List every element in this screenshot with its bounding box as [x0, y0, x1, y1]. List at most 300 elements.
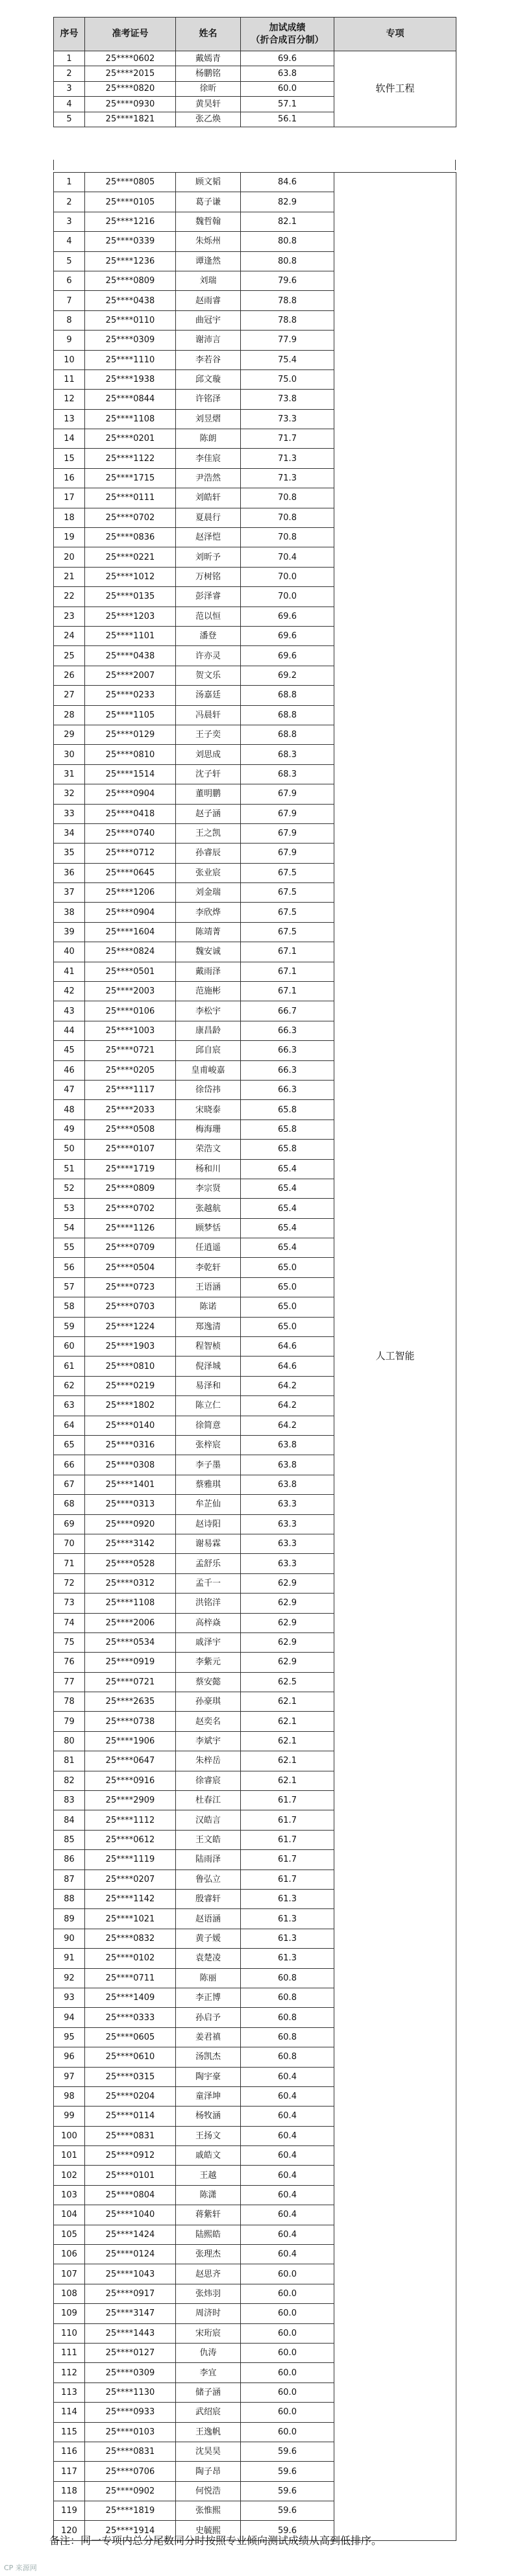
- row-name: 武绍宸: [176, 2403, 241, 2422]
- row-idx: 20: [54, 547, 85, 567]
- row-exam-id: 25****0221: [85, 547, 176, 567]
- header-score-line1: 加试成绩: [269, 23, 306, 34]
- row-idx: 79: [54, 1712, 85, 1731]
- row-exam-id: 25****1715: [85, 468, 176, 488]
- row-name: 戴嫣青: [176, 51, 241, 66]
- row-exam-id: 25****1424: [85, 2225, 176, 2244]
- row-score: 61.7: [241, 1791, 334, 1810]
- row-name: 潘登: [176, 626, 241, 645]
- row-score: 60.0: [241, 2264, 334, 2284]
- row-name: 周济时: [176, 2304, 241, 2323]
- row-score: 63.8: [241, 1475, 334, 1494]
- row-score: 84.6: [241, 173, 334, 192]
- row-exam-id: 25****3142: [85, 1534, 176, 1553]
- row-score: 70.8: [241, 508, 334, 527]
- row-name: 邱自宸: [176, 1041, 241, 1060]
- row-name: 蒋紫轩: [176, 2205, 241, 2225]
- row-score: 65.4: [241, 1218, 334, 1238]
- row-name: 徐简意: [176, 1416, 241, 1435]
- major-cell: 软件工程: [334, 51, 456, 127]
- row-idx: 29: [54, 725, 85, 744]
- row-idx: 103: [54, 2185, 85, 2205]
- row-idx: 70: [54, 1534, 85, 1553]
- row-exam-id: 25****0110: [85, 310, 176, 330]
- row-exam-id: 25****0645: [85, 863, 176, 882]
- row-name: 陈丽: [176, 1968, 241, 1988]
- row-name: 赵泽恺: [176, 528, 241, 547]
- row-name: 陆雨泽: [176, 1850, 241, 1869]
- row-name: 史毓熙: [176, 2521, 241, 2540]
- row-idx: 110: [54, 2323, 85, 2343]
- row-exam-id: 25****0820: [85, 81, 176, 96]
- row-score: 60.4: [241, 2107, 334, 2126]
- row-name: 彭泽睿: [176, 587, 241, 606]
- row-exam-id: 25****0534: [85, 1632, 176, 1652]
- row-exam-id: 25****2007: [85, 666, 176, 685]
- row-score: 63.3: [241, 1554, 334, 1573]
- row-name: 戴雨泽: [176, 962, 241, 981]
- row-name: 刘昱熠: [176, 409, 241, 429]
- row-exam-id: 25****1514: [85, 764, 176, 784]
- row-name: 陶宇豪: [176, 2067, 241, 2086]
- row-name: 郑逸清: [176, 1317, 241, 1336]
- row-name: 王之凯: [176, 823, 241, 843]
- row-name: 汉皓言: [176, 1810, 241, 1830]
- row-exam-id: 25****0930: [85, 97, 176, 112]
- row-idx: 34: [54, 823, 85, 843]
- row-exam-id: 25****1604: [85, 922, 176, 942]
- row-name: 宋珩宸: [176, 2323, 241, 2343]
- row-name: 葛子谦: [176, 192, 241, 212]
- group-separator: [53, 160, 456, 170]
- row-score: 60.0: [241, 2304, 334, 2323]
- row-name: 张炜羽: [176, 2284, 241, 2303]
- row-name: 康昌龄: [176, 1021, 241, 1040]
- row-exam-id: 25****1108: [85, 1594, 176, 1613]
- row-idx: 12: [54, 390, 85, 409]
- row-name: 赵诗阳: [176, 1514, 241, 1534]
- row-score: 69.2: [241, 666, 334, 685]
- row-name: 董明鹏: [176, 784, 241, 804]
- table-row: [54, 173, 456, 192]
- row-idx: 92: [54, 1968, 85, 1988]
- row-score: 80.8: [241, 232, 334, 251]
- row-score: 73.8: [241, 390, 334, 409]
- row-idx: 117: [54, 2462, 85, 2481]
- row-name: 杨鹏铭: [176, 66, 241, 81]
- row-idx: 78: [54, 1692, 85, 1712]
- row-idx: 6: [54, 271, 85, 290]
- row-idx: 47: [54, 1080, 85, 1099]
- row-idx: 7: [54, 291, 85, 310]
- row-idx: 118: [54, 2481, 85, 2501]
- row-idx: 77: [54, 1672, 85, 1692]
- row-idx: 28: [54, 705, 85, 725]
- row-idx: 107: [54, 2264, 85, 2284]
- row-idx: 82: [54, 1771, 85, 1790]
- row-idx: 45: [54, 1041, 85, 1060]
- row-exam-id: 25****0105: [85, 192, 176, 212]
- row-score: 60.4: [241, 2086, 334, 2106]
- row-idx: 56: [54, 1258, 85, 1277]
- row-name: 李正博: [176, 1988, 241, 2007]
- row-score: 66.3: [241, 1060, 334, 1080]
- row-score: 78.8: [241, 310, 334, 330]
- row-exam-id: 25****1040: [85, 2205, 176, 2225]
- row-score: 62.1: [241, 1751, 334, 1771]
- row-score: 61.3: [241, 1929, 334, 1948]
- row-score: 67.1: [241, 942, 334, 962]
- row-exam-id: 25****2909: [85, 1791, 176, 1810]
- row-name: 程智桢: [176, 1337, 241, 1357]
- header-score-line2: （折合成百分制）: [251, 34, 324, 45]
- row-name: 鲁弘立: [176, 1869, 241, 1889]
- row-name: 谭逢然: [176, 251, 241, 271]
- row-name: 朱烁州: [176, 232, 241, 251]
- row-score: 68.8: [241, 725, 334, 744]
- row-name: 戚泽宇: [176, 1632, 241, 1652]
- row-score: 60.8: [241, 2008, 334, 2027]
- row-score: 61.7: [241, 1830, 334, 1849]
- row-score: 60.0: [241, 2422, 334, 2442]
- row-exam-id: 25****0916: [85, 1771, 176, 1790]
- row-idx: 75: [54, 1632, 85, 1652]
- row-score: 65.8: [241, 1140, 334, 1159]
- row-idx: 48: [54, 1100, 85, 1119]
- row-exam-id: 25****0738: [85, 1712, 176, 1731]
- row-idx: 71: [54, 1554, 85, 1573]
- row-exam-id: 25****0805: [85, 173, 176, 192]
- row-exam-id: 25****0102: [85, 1949, 176, 1968]
- row-idx: 61: [54, 1357, 85, 1376]
- row-score: 56.1: [241, 112, 334, 127]
- row-score: 82.9: [241, 192, 334, 212]
- row-exam-id: 25****1938: [85, 369, 176, 389]
- row-exam-id: 25****0316: [85, 1436, 176, 1455]
- row-exam-id: 25****1443: [85, 2323, 176, 2343]
- row-exam-id: 25****2033: [85, 1100, 176, 1119]
- row-exam-id: 25****1142: [85, 1889, 176, 1908]
- row-exam-id: 25****0309: [85, 331, 176, 350]
- row-exam-id: 25****0103: [85, 2422, 176, 2442]
- header-major: 专项: [334, 18, 456, 51]
- row-exam-id: 25****0809: [85, 1179, 176, 1198]
- row-score: 60.4: [241, 2205, 334, 2225]
- group1-body: [54, 51, 456, 127]
- row-idx: 54: [54, 1218, 85, 1238]
- row-score: 67.9: [241, 784, 334, 804]
- row-exam-id: 25****1126: [85, 1218, 176, 1238]
- row-score: 60.8: [241, 2047, 334, 2067]
- row-idx: 16: [54, 468, 85, 488]
- row-idx: 21: [54, 567, 85, 586]
- row-name: 皇甫峻嘉: [176, 1060, 241, 1080]
- row-exam-id: 25****0919: [85, 1653, 176, 1672]
- row-name: 张惟熙: [176, 2501, 241, 2521]
- row-exam-id: 25****0740: [85, 823, 176, 843]
- row-idx: 120: [54, 2521, 85, 2540]
- row-name: 谢沛言: [176, 331, 241, 350]
- row-exam-id: 25****0219: [85, 1376, 176, 1395]
- row-score: 60.4: [241, 2245, 334, 2264]
- row-score: 77.9: [241, 331, 334, 350]
- row-exam-id: 25****1821: [85, 112, 176, 127]
- row-exam-id: 25****0824: [85, 942, 176, 962]
- row-idx: 99: [54, 2107, 85, 2126]
- row-score: 62.1: [241, 1712, 334, 1731]
- row-idx: 26: [54, 666, 85, 685]
- row-name: 黄子媛: [176, 1929, 241, 1948]
- row-name: 王越: [176, 2166, 241, 2185]
- row-name: 李宗贤: [176, 1179, 241, 1198]
- row-score: 68.8: [241, 705, 334, 725]
- row-name: 夏晨行: [176, 508, 241, 527]
- row-name: 易泽和: [176, 1376, 241, 1395]
- row-name: 陈立仁: [176, 1396, 241, 1416]
- row-name: 王子奕: [176, 725, 241, 744]
- row-name: 王文皓: [176, 1830, 241, 1849]
- header-idx: 序号: [54, 18, 85, 51]
- row-name: 徐昕: [176, 81, 241, 96]
- row-score: 65.8: [241, 1119, 334, 1139]
- row-exam-id: 25****0438: [85, 291, 176, 310]
- row-idx: 65: [54, 1436, 85, 1455]
- row-score: 70.8: [241, 528, 334, 547]
- row-score: 63.3: [241, 1514, 334, 1534]
- row-exam-id: 25****2635: [85, 1692, 176, 1712]
- row-exam-id: 25****0831: [85, 2126, 176, 2145]
- row-exam-id: 25****2003: [85, 982, 176, 1001]
- row-idx: 40: [54, 942, 85, 962]
- row-score: 63.3: [241, 1534, 334, 1553]
- row-score: 67.9: [241, 823, 334, 843]
- row-name: 戚皓文: [176, 2146, 241, 2166]
- row-exam-id: 25****1122: [85, 449, 176, 468]
- row-idx: 114: [54, 2403, 85, 2422]
- row-name: 曲冠宇: [176, 310, 241, 330]
- row-idx: 39: [54, 922, 85, 942]
- row-exam-id: 25****0315: [85, 2067, 176, 2086]
- row-score: 71.3: [241, 449, 334, 468]
- row-exam-id: 25****0917: [85, 2284, 176, 2303]
- row-exam-id: 25****0709: [85, 1238, 176, 1258]
- row-exam-id: 25****0418: [85, 804, 176, 823]
- row-name: 牟芷仙: [176, 1495, 241, 1514]
- group2-body: [54, 173, 456, 2541]
- row-name: 沈昊昊: [176, 2442, 241, 2461]
- row-score: 62.9: [241, 1594, 334, 1613]
- row-idx: 23: [54, 606, 85, 626]
- row-name: 何悦浩: [176, 2481, 241, 2501]
- row-idx: 62: [54, 1376, 85, 1395]
- row-exam-id: 25****1409: [85, 1988, 176, 2007]
- row-name: 任逍遥: [176, 1238, 241, 1258]
- row-score: 61.7: [241, 1850, 334, 1869]
- row-score: 62.5: [241, 1672, 334, 1692]
- row-score: 60.4: [241, 2067, 334, 2086]
- row-exam-id: 25****0612: [85, 1830, 176, 1849]
- row-name: 陈朗: [176, 429, 241, 449]
- row-name: 徐岱祎: [176, 1080, 241, 1099]
- row-exam-id: 25****1236: [85, 251, 176, 271]
- row-idx: 9: [54, 331, 85, 350]
- row-idx: 119: [54, 2501, 85, 2521]
- row-exam-id: 25****1224: [85, 1317, 176, 1336]
- row-score: 63.3: [241, 1495, 334, 1514]
- row-idx: 52: [54, 1179, 85, 1198]
- row-idx: 108: [54, 2284, 85, 2303]
- row-exam-id: 25****0810: [85, 1357, 176, 1376]
- row-idx: 94: [54, 2008, 85, 2027]
- row-exam-id: 25****0101: [85, 2166, 176, 2185]
- footnote: 备注：同一专项内总分尾数同分时按照专业倾向测试成绩从高到低排序。: [49, 2534, 382, 2547]
- row-score: 60.0: [241, 2403, 334, 2422]
- row-idx: 15: [54, 449, 85, 468]
- row-score: 65.4: [241, 1159, 334, 1179]
- row-name: 李欣烨: [176, 903, 241, 922]
- row-name: 孙豪琪: [176, 1692, 241, 1712]
- row-exam-id: 25****3147: [85, 2304, 176, 2323]
- row-name: 刘思成: [176, 745, 241, 764]
- row-name: 刘昕予: [176, 547, 241, 567]
- table-software-engineering: [53, 17, 456, 127]
- row-score: 80.8: [241, 251, 334, 271]
- row-exam-id: 25****0106: [85, 1001, 176, 1021]
- row-name: 李若谷: [176, 350, 241, 369]
- row-exam-id: 25****2015: [85, 66, 176, 81]
- row-idx: 17: [54, 488, 85, 508]
- row-name: 蔡安懿: [176, 1672, 241, 1692]
- row-score: 69.6: [241, 606, 334, 626]
- row-idx: 41: [54, 962, 85, 981]
- row-idx: 44: [54, 1021, 85, 1040]
- row-idx: 97: [54, 2067, 85, 2086]
- row-name: 尹浩然: [176, 468, 241, 488]
- row-score: 64.2: [241, 1376, 334, 1395]
- row-score: 60.4: [241, 2126, 334, 2145]
- row-exam-id: 25****1101: [85, 626, 176, 645]
- row-score: 61.3: [241, 1949, 334, 1968]
- row-idx: 4: [54, 232, 85, 251]
- row-exam-id: 25****0831: [85, 2442, 176, 2461]
- row-exam-id: 25****0114: [85, 2107, 176, 2126]
- table-artificial-intelligence: [53, 172, 456, 2541]
- row-exam-id: 25****0602: [85, 51, 176, 66]
- header-id: 准考证号: [85, 18, 176, 51]
- row-score: 61.3: [241, 1909, 334, 1929]
- row-score: 65.4: [241, 1238, 334, 1258]
- row-idx: 69: [54, 1514, 85, 1534]
- row-name: 蔡雅琪: [176, 1475, 241, 1494]
- row-idx: 67: [54, 1475, 85, 1494]
- row-idx: 60: [54, 1337, 85, 1357]
- row-idx: 10: [54, 350, 85, 369]
- row-idx: 58: [54, 1297, 85, 1317]
- row-idx: 57: [54, 1277, 85, 1297]
- row-idx: 86: [54, 1850, 85, 1869]
- row-idx: 116: [54, 2442, 85, 2461]
- row-idx: 112: [54, 2363, 85, 2382]
- row-name: 李紫元: [176, 1653, 241, 1672]
- row-idx: 81: [54, 1751, 85, 1771]
- row-name: 李斌宇: [176, 1731, 241, 1751]
- row-score: 65.0: [241, 1277, 334, 1297]
- row-exam-id: 25****1203: [85, 606, 176, 626]
- row-idx: 95: [54, 2027, 85, 2047]
- row-score: 60.0: [241, 81, 334, 96]
- row-exam-id: 25****0810: [85, 745, 176, 764]
- row-name: 邱文璇: [176, 369, 241, 389]
- row-score: 68.8: [241, 686, 334, 705]
- row-idx: 3: [54, 212, 85, 231]
- row-exam-id: 25****0605: [85, 2027, 176, 2047]
- row-name: 王逸帆: [176, 2422, 241, 2442]
- row-score: 60.8: [241, 1988, 334, 2007]
- row-name: 杨和川: [176, 1159, 241, 1179]
- row-score: 70.0: [241, 587, 334, 606]
- row-name: 杨牧涵: [176, 2107, 241, 2126]
- row-exam-id: 25****0201: [85, 429, 176, 449]
- header-name: 姓名: [176, 18, 241, 51]
- row-name: 陈诺: [176, 1297, 241, 1317]
- row-idx: 37: [54, 883, 85, 903]
- row-name: 梅海珊: [176, 1119, 241, 1139]
- row-idx: 59: [54, 1317, 85, 1336]
- row-exam-id: 25****1802: [85, 1396, 176, 1416]
- row-exam-id: 25****0703: [85, 1297, 176, 1317]
- row-score: 62.9: [241, 1613, 334, 1632]
- row-name: 刘瑞: [176, 271, 241, 290]
- row-exam-id: 25****0129: [85, 725, 176, 744]
- row-name: 汤凯杰: [176, 2047, 241, 2067]
- row-idx: 73: [54, 1594, 85, 1613]
- row-exam-id: 25****1112: [85, 1810, 176, 1830]
- row-score: 67.9: [241, 844, 334, 863]
- row-exam-id: 25****0233: [85, 686, 176, 705]
- row-score: 69.6: [241, 626, 334, 645]
- row-score: 62.9: [241, 1573, 334, 1593]
- row-idx: 105: [54, 2225, 85, 2244]
- row-name: 李乾轩: [176, 1258, 241, 1277]
- row-exam-id: 25****0920: [85, 1514, 176, 1534]
- row-idx: 11: [54, 369, 85, 389]
- row-score: 62.1: [241, 1731, 334, 1751]
- row-exam-id: 25****1012: [85, 567, 176, 586]
- row-name: 童泽坤: [176, 2086, 241, 2106]
- row-exam-id: 25****0135: [85, 587, 176, 606]
- row-idx: 66: [54, 1455, 85, 1475]
- row-idx: 104: [54, 2205, 85, 2225]
- row-idx: 84: [54, 1810, 85, 1830]
- row-exam-id: 25****0912: [85, 2146, 176, 2166]
- row-exam-id: 25****0207: [85, 1869, 176, 1889]
- row-idx: 85: [54, 1830, 85, 1849]
- row-score: 67.5: [241, 863, 334, 882]
- row-idx: 51: [54, 1159, 85, 1179]
- row-exam-id: 25****1906: [85, 1731, 176, 1751]
- row-score: 59.6: [241, 2442, 334, 2461]
- row-exam-id: 25****0308: [85, 1455, 176, 1475]
- row-idx: 2: [54, 192, 85, 212]
- row-idx: 111: [54, 2343, 85, 2362]
- row-idx: 13: [54, 409, 85, 429]
- row-exam-id: 25****0438: [85, 646, 176, 666]
- row-exam-id: 25****1401: [85, 1475, 176, 1494]
- row-score: 60.0: [241, 2284, 334, 2303]
- row-exam-id: 25****1108: [85, 409, 176, 429]
- row-idx: 101: [54, 2146, 85, 2166]
- row-idx: 93: [54, 1988, 85, 2007]
